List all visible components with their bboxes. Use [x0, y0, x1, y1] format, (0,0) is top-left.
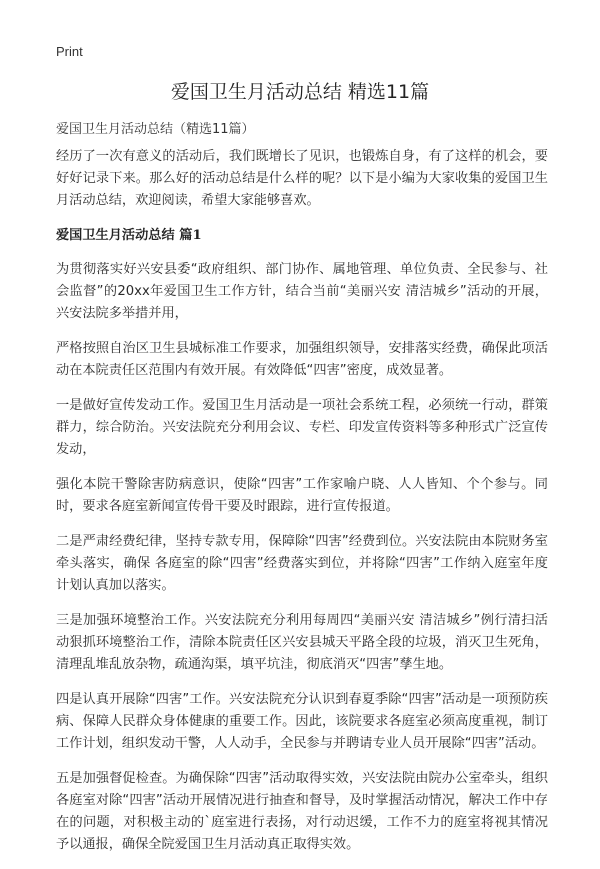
intro-paragraph: 经历了一次有意义的活动后，我们既增长了见识，也锻炼自身，有了这样的机会，要好好记录下来。那么好的活动总结是什么样的呢？以下是小编为大家收集的爱国卫生月活动总结，欢迎阅读，希望大家能够喜欢。 — [56, 149, 548, 208]
body-paragraph: 一是做好宣传发动工作。爱国卫生月活动是一项社会系统工程，必须统一行动，群策群力，综合防治。兴安法院充分利用会议、专栏、印发宣传资料等多种形式广泛宣传发动， — [56, 398, 548, 457]
body-paragraph: 强化本院干警除害防病意识，使除“四害”工作家喻户晓、人人皆知、个个参与。同时，要求各庭室新闻宣传骨干要及时跟踪，进行宣传报道。 — [56, 477, 548, 514]
body-paragraph: 二是严肃经费纪律，坚持专款专用，保障除“四害”经费到位。兴安法院由本院财务室牵头落实，确保 各庭室的除“四害”经费落实到位，并将除“四害”工作纳入庭室年度计划认真加以落实。 — [56, 534, 548, 593]
print-link[interactable]: Print — [56, 44, 83, 59]
body-paragraph: 五是加强督促检查。为确保除“四害”活动取得实效，兴安法院由院办公室牵头，组织各庭室对除“四害”活动开展情况进行抽查和督导，及时掌握活动情况，解决工作中存在的问题，对积极主动的`庭室进行表扬，对行动迟缓，工作不力的庭室将视其情况予以通报，确保全院爱国卫生月活动真正取得实效。 — [56, 771, 548, 852]
body-paragraph: 三是加强环境整治工作。兴安法院充分利用每周四“美丽兴安 清洁城乡”例行清扫活动狠抓环境整治工作，清除本院责任区兴安县城天平路全段的垃圾，消灭卫生死角，清理乱堆乱放杂物，疏通沟渠，填平坑洼，彻底消灭“四害”孳生地。 — [56, 613, 548, 672]
body-paragraph: 四是认真开展除“四害”工作。兴安法院充分认识到春夏季除“四害”活动是一项预防疾病、保障人民群众身体健康的重要工作。因此，该院要求各庭室必须高度重视，制订工作计划，组织发动干警，人人动手，全民参与并聘请专业人员开展除“四害”活动。 — [56, 692, 548, 751]
section-heading: 爱国卫生月活动总结 篇1 — [56, 228, 202, 243]
body-paragraph: 严格按照自治区卫生县城标准工作要求，加强组织领导，安排落实经费，确保此项活动在本院责任区范围内有效开展。有效降低“四害”密度，成效显著。 — [56, 341, 548, 378]
page-title: 爱国卫生月活动总结 精选11篇 — [170, 81, 430, 103]
document-body — [56, 146, 548, 869]
document-subtitle: 爱国卫生月活动总结（精选11篇） — [56, 122, 255, 137]
body-paragraph: 为贯彻落实好兴安县委“政府组织、部门协作、属地管理、单位负责、全民参与、社会监督”的20xx年爱国卫生工作方针，结合当前“美丽兴安 清洁城乡”活动的开展，兴安法院多举措并用， — [56, 262, 548, 321]
